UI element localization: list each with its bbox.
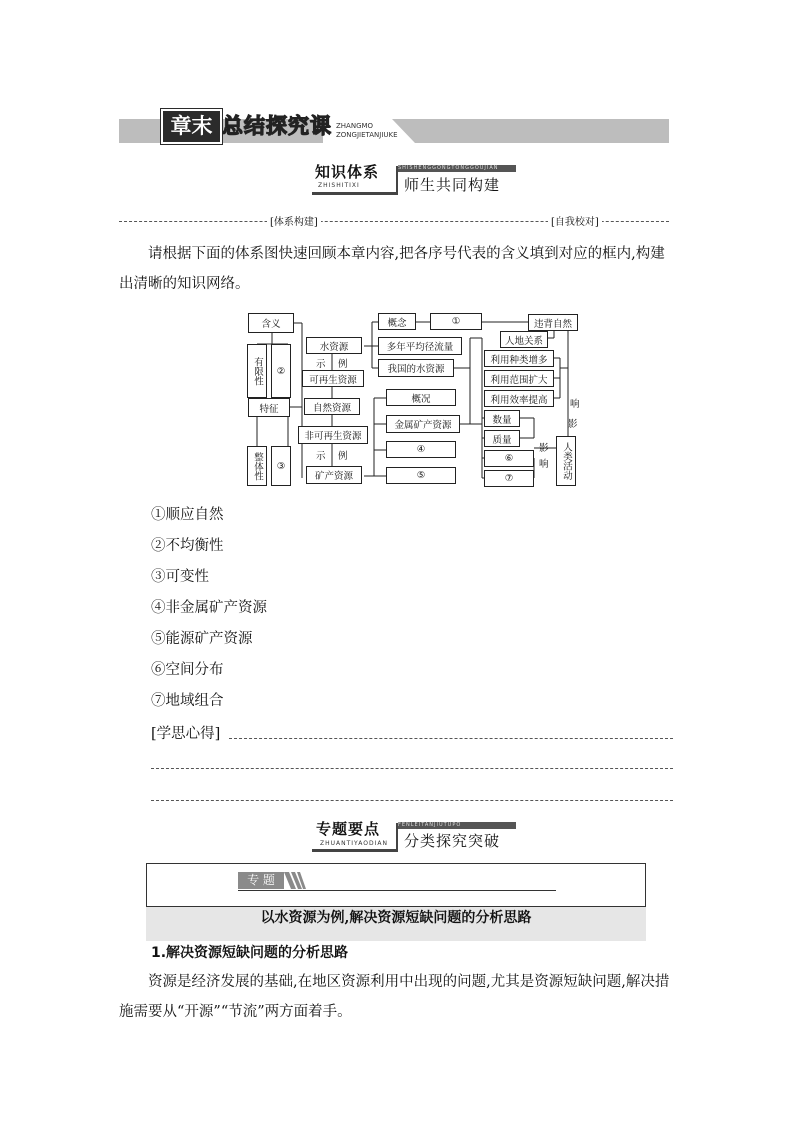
answer-3: ③可变性: [151, 569, 209, 585]
notes-label: [学思心得]: [151, 726, 221, 742]
section1-divider: [396, 166, 398, 192]
chapter-chip: 章末: [161, 109, 222, 144]
box-woguo: 我国的水资源: [378, 359, 454, 377]
label-shili-top-1: 示: [316, 359, 326, 370]
box-zhengtixing: 整体性: [247, 446, 267, 486]
divider-right-label: [自我校对]: [548, 213, 602, 228]
topic-tag: 专 题: [238, 872, 284, 889]
answer-1: ①顺应自然: [151, 507, 224, 523]
box-renlei: 人类活动: [556, 436, 576, 486]
box-weibei: 违背自然: [528, 314, 578, 331]
box-answer-3: ③: [271, 446, 291, 486]
box-feikezaisheng: 非可再生资源: [298, 426, 368, 444]
pinyin-line-2: ZONGJIETANJIUKE: [336, 131, 398, 139]
section-heading: 1.解决资源短缺问题的分析思路: [151, 945, 349, 961]
box-duonian: 多年平均径流量: [378, 337, 462, 355]
box-fanwei: 利用范围扩大: [484, 370, 554, 387]
box-tezheng: 特征: [248, 398, 290, 417]
answer-5: ⑤能源矿产资源: [151, 631, 253, 647]
box-kuangchan: 矿产资源: [306, 466, 362, 484]
topic-title: 以水资源为例,解决资源短缺问题的分析思路: [260, 910, 532, 926]
box-xiaolv: 利用效率提高: [484, 390, 554, 407]
notes-line-3[interactable]: [151, 800, 673, 801]
chapter-title: 总结探究课: [222, 114, 332, 138]
label-shili-bottom-2: 例: [338, 451, 348, 462]
topic-tag-stripes: [284, 872, 306, 889]
box-youxianxing: 有限性: [247, 344, 267, 398]
section1-left-pinyin: ZHISHITIXI: [318, 182, 360, 189]
label-yingxiang-mid-1: 影: [539, 443, 549, 454]
section2-right-pinyin: FENLEITANJIUTUPO: [398, 822, 516, 829]
body-paragraph: 资源是经济发展的基础,在地区资源利用中出现的问题,尤其是资源短缺问题,解决措施需要从“开源”“节流”两方面着手。: [119, 974, 670, 1020]
box-answer-4: ④: [386, 441, 456, 458]
topic-underline: [238, 890, 556, 891]
box-kezaisheng: 可再生资源: [302, 370, 364, 387]
label-yingxiang-top-1: 影: [568, 419, 578, 430]
box-answer-5: ⑤: [386, 467, 456, 484]
box-gainian: 概念: [378, 313, 416, 330]
divider-left-label: [体系构建]: [267, 213, 321, 228]
section1-underline: [312, 192, 398, 195]
answer-4: ④非金属矿产资源: [151, 600, 267, 616]
section2-divider: [396, 823, 398, 849]
label-shili-top-2: 例: [338, 359, 348, 370]
box-zhiliang: 质量: [484, 430, 520, 447]
answer-6: ⑥空间分布: [151, 662, 224, 678]
box-hanyi: 含义: [248, 313, 294, 333]
section1-left-title: 知识体系: [315, 163, 380, 181]
notes-line-2[interactable]: [151, 768, 673, 769]
section1-right-pinyin: SHISHENGGONGTONGGOUJIAN: [398, 165, 516, 172]
label-yingxiang-top-2: 响: [570, 399, 580, 410]
section2-underline: [312, 849, 398, 852]
box-shuiziyuan: 水资源: [306, 337, 362, 354]
section1-right-title: 师生共同构建: [404, 176, 501, 194]
chapter-pinyin: [336, 122, 398, 140]
notes-line-1[interactable]: [229, 738, 673, 739]
box-ziranziyuan: 自然资源: [304, 398, 360, 415]
label-yingxiang-mid-2: 响: [539, 459, 549, 470]
answer-2: ②不均衡性: [151, 538, 224, 554]
box-zhonglei: 利用种类增多: [484, 350, 554, 367]
pinyin-line-1: ZHANGMO: [336, 122, 374, 130]
box-answer-1: ①: [430, 313, 482, 330]
section2-right-title: 分类探究突破: [404, 832, 501, 850]
box-jinshu: 金属矿产资源: [386, 415, 460, 433]
box-shuliang: 数量: [484, 410, 520, 427]
box-answer-7: ⑦: [484, 470, 534, 487]
section2-left-pinyin: ZHUANTIYAODIAN: [320, 840, 388, 847]
box-gaikuang: 概况: [386, 389, 456, 406]
answer-7: ⑦地域组合: [151, 693, 224, 709]
box-answer-2: ②: [271, 344, 291, 398]
box-answer-6: ⑥: [484, 450, 534, 467]
label-shili-bottom-1: 示: [316, 451, 326, 462]
intro-paragraph: 请根据下面的体系图快速回顾本章内容,把各序号代表的含义填到对应的框内,构建出清晰的知识网络。: [119, 246, 665, 292]
box-rendi: 人地关系: [500, 331, 548, 348]
section2-left-title: 专题要点: [316, 820, 381, 838]
knowledge-diagram: [244, 308, 584, 490]
